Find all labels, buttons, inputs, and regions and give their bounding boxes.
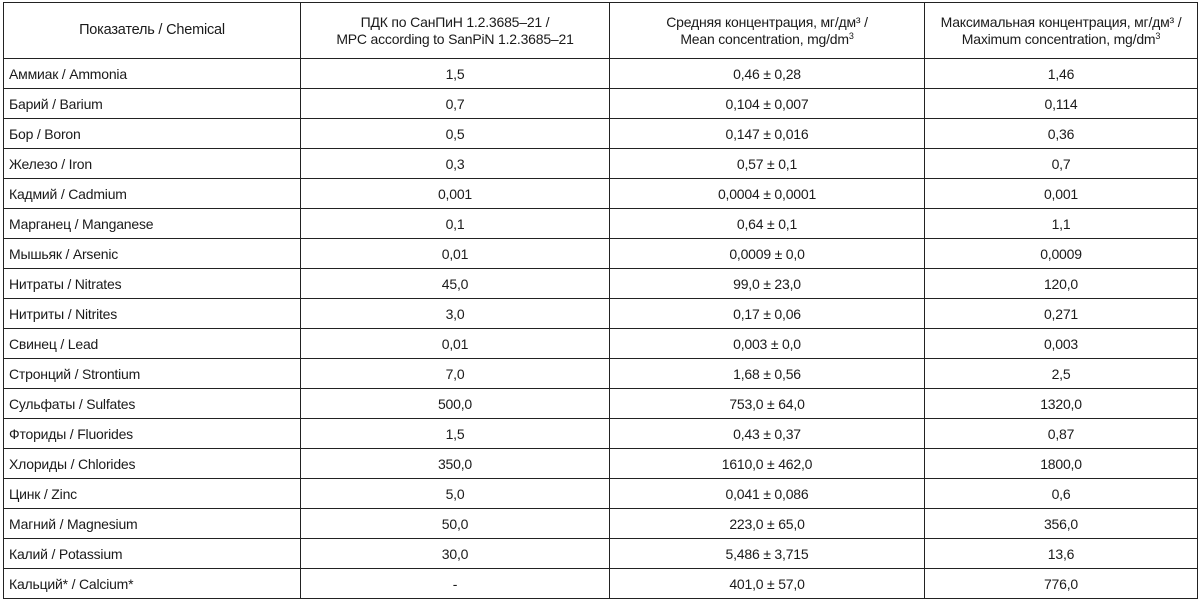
chemical-name-cell: Кальций* / Calcium* [4, 569, 301, 599]
header-chemical [4, 3, 301, 59]
max-concentration-cell: 1,46 [925, 59, 1198, 89]
mean-concentration-cell: 0,64 ± 0,1 [610, 209, 925, 239]
mpc-value-cell: 7,0 [301, 359, 610, 389]
max-concentration-cell: 0,271 [925, 299, 1198, 329]
mean-concentration-cell: 0,003 ± 0,0 [610, 329, 925, 359]
max-concentration-cell: 13,6 [925, 539, 1198, 569]
mean-concentration-cell: 5,486 ± 3,715 [610, 539, 925, 569]
mpc-value-cell: 0,001 [301, 179, 610, 209]
mpc-value-cell: 0,01 [301, 239, 610, 269]
mpc-value-cell: 0,1 [301, 209, 610, 239]
header-max-line-2-wrap [925, 31, 1197, 48]
mpc-value-cell: 1,5 [301, 59, 610, 89]
chemical-name-cell: Бор / Boron [4, 119, 301, 149]
chemical-name-cell: Нитриты / Nitrites [4, 299, 301, 329]
max-concentration-cell: 1800,0 [925, 449, 1198, 479]
chemical-name-cell: Сульфаты / Sulfates [4, 389, 301, 419]
mpc-value-cell: - [301, 569, 610, 599]
chemical-name-cell: Магний / Magnesium [4, 509, 301, 539]
mean-concentration-cell: 0,43 ± 0,37 [610, 419, 925, 449]
chemical-name-cell: Мышьяк / Arsenic [4, 239, 301, 269]
header-max-superscript: 3 [1155, 30, 1161, 41]
max-concentration-cell: 0,7 [925, 149, 1198, 179]
mpc-value-cell: 350,0 [301, 449, 610, 479]
mean-concentration-cell: 1,68 ± 0,56 [610, 359, 925, 389]
mpc-value-cell: 0,5 [301, 119, 610, 149]
mean-concentration-cell: 401,0 ± 57,0 [610, 569, 925, 599]
header-mean-line-2: Mean concentration, mg/dm [680, 30, 849, 47]
max-concentration-cell: 0,36 [925, 119, 1198, 149]
header-mean-concentration [610, 3, 925, 59]
header-max-concentration [925, 3, 1198, 59]
mean-concentration-cell: 99,0 ± 23,0 [610, 269, 925, 299]
table-row [4, 179, 1198, 209]
chemical-name-cell: Калий / Potassium [4, 539, 301, 569]
header-mean-superscript: 3 [848, 30, 854, 41]
chemical-name-cell: Стронций / Strontium [4, 359, 301, 389]
header-mpc-line-2: MPC according to SanPiN 1.2.3685–21 [336, 30, 574, 47]
mpc-value-cell: 0,01 [301, 329, 610, 359]
mean-concentration-cell: 0,147 ± 0,016 [610, 119, 925, 149]
mean-concentration-cell: 0,104 ± 0,007 [610, 89, 925, 119]
header-mean-line-2-wrap [610, 31, 924, 48]
max-concentration-cell: 0,6 [925, 479, 1198, 509]
chemical-name-cell: Свинец / Lead [4, 329, 301, 359]
mean-concentration-cell: 0,46 ± 0,28 [610, 59, 925, 89]
mean-concentration-cell: 753,0 ± 64,0 [610, 389, 925, 419]
table-row [4, 149, 1198, 179]
table-row [4, 479, 1198, 509]
max-concentration-cell: 120,0 [925, 269, 1198, 299]
mean-concentration-cell: 223,0 ± 65,0 [610, 509, 925, 539]
table-body [4, 59, 1198, 599]
max-concentration-cell: 1320,0 [925, 389, 1198, 419]
mpc-value-cell: 30,0 [301, 539, 610, 569]
table-row [4, 239, 1198, 269]
table-row [4, 269, 1198, 299]
max-concentration-cell: 1,1 [925, 209, 1198, 239]
chemical-name-cell: Марганец / Manganese [4, 209, 301, 239]
chemical-name-cell: Кадмий / Cadmium [4, 179, 301, 209]
mean-concentration-cell: 1610,0 ± 462,0 [610, 449, 925, 479]
table-row [4, 509, 1198, 539]
table-row [4, 449, 1198, 479]
table-row [4, 329, 1198, 359]
concentration-table [3, 2, 1198, 599]
max-concentration-cell: 0,003 [925, 329, 1198, 359]
table-row [4, 419, 1198, 449]
header-row [4, 3, 1198, 59]
table-row [4, 59, 1198, 89]
header-chemical-line-1: Показатель / Chemical [79, 22, 225, 38]
mpc-value-cell: 0,7 [301, 89, 610, 119]
table-row [4, 89, 1198, 119]
mpc-value-cell: 0,3 [301, 149, 610, 179]
max-concentration-cell: 0,87 [925, 419, 1198, 449]
chemical-name-cell: Цинк / Zinc [4, 479, 301, 509]
max-concentration-cell: 0,114 [925, 89, 1198, 119]
header-max-line-1: Максимальная концентрация, мг/дм³ / [940, 13, 1182, 30]
mpc-value-cell: 45,0 [301, 269, 610, 299]
mean-concentration-cell: 0,041 ± 0,086 [610, 479, 925, 509]
mean-concentration-cell: 0,0009 ± 0,0 [610, 239, 925, 269]
max-concentration-cell: 776,0 [925, 569, 1198, 599]
table-row [4, 299, 1198, 329]
mpc-value-cell: 500,0 [301, 389, 610, 419]
header-mean-line-1: Средняя концентрация, мг/дм³ / [666, 13, 868, 30]
table-row [4, 389, 1198, 419]
chemical-name-cell: Аммиак / Ammonia [4, 59, 301, 89]
chemical-name-cell: Железо / Iron [4, 149, 301, 179]
chemical-name-cell: Фториды / Fluorides [4, 419, 301, 449]
header-mpc [301, 3, 610, 59]
chemical-name-cell: Нитраты / Nitrates [4, 269, 301, 299]
table-row [4, 359, 1198, 389]
mpc-value-cell: 1,5 [301, 419, 610, 449]
table-row [4, 569, 1198, 599]
mean-concentration-cell: 0,0004 ± 0,0001 [610, 179, 925, 209]
chemical-name-cell: Барий / Barium [4, 89, 301, 119]
table-row [4, 119, 1198, 149]
max-concentration-cell: 0,001 [925, 179, 1198, 209]
mpc-value-cell: 5,0 [301, 479, 610, 509]
chemical-name-cell: Хлориды / Chlorides [4, 449, 301, 479]
mpc-value-cell: 3,0 [301, 299, 610, 329]
header-max-line-2: Maximum concentration, mg/dm [961, 30, 1156, 47]
max-concentration-cell: 2,5 [925, 359, 1198, 389]
mean-concentration-cell: 0,17 ± 0,06 [610, 299, 925, 329]
max-concentration-cell: 356,0 [925, 509, 1198, 539]
table-row [4, 209, 1198, 239]
table-header [4, 3, 1198, 59]
max-concentration-cell: 0,0009 [925, 239, 1198, 269]
table-row [4, 539, 1198, 569]
header-mpc-line-1: ПДК по СанПиН 1.2.3685–21 / [360, 13, 550, 30]
mean-concentration-cell: 0,57 ± 0,1 [610, 149, 925, 179]
mpc-value-cell: 50,0 [301, 509, 610, 539]
